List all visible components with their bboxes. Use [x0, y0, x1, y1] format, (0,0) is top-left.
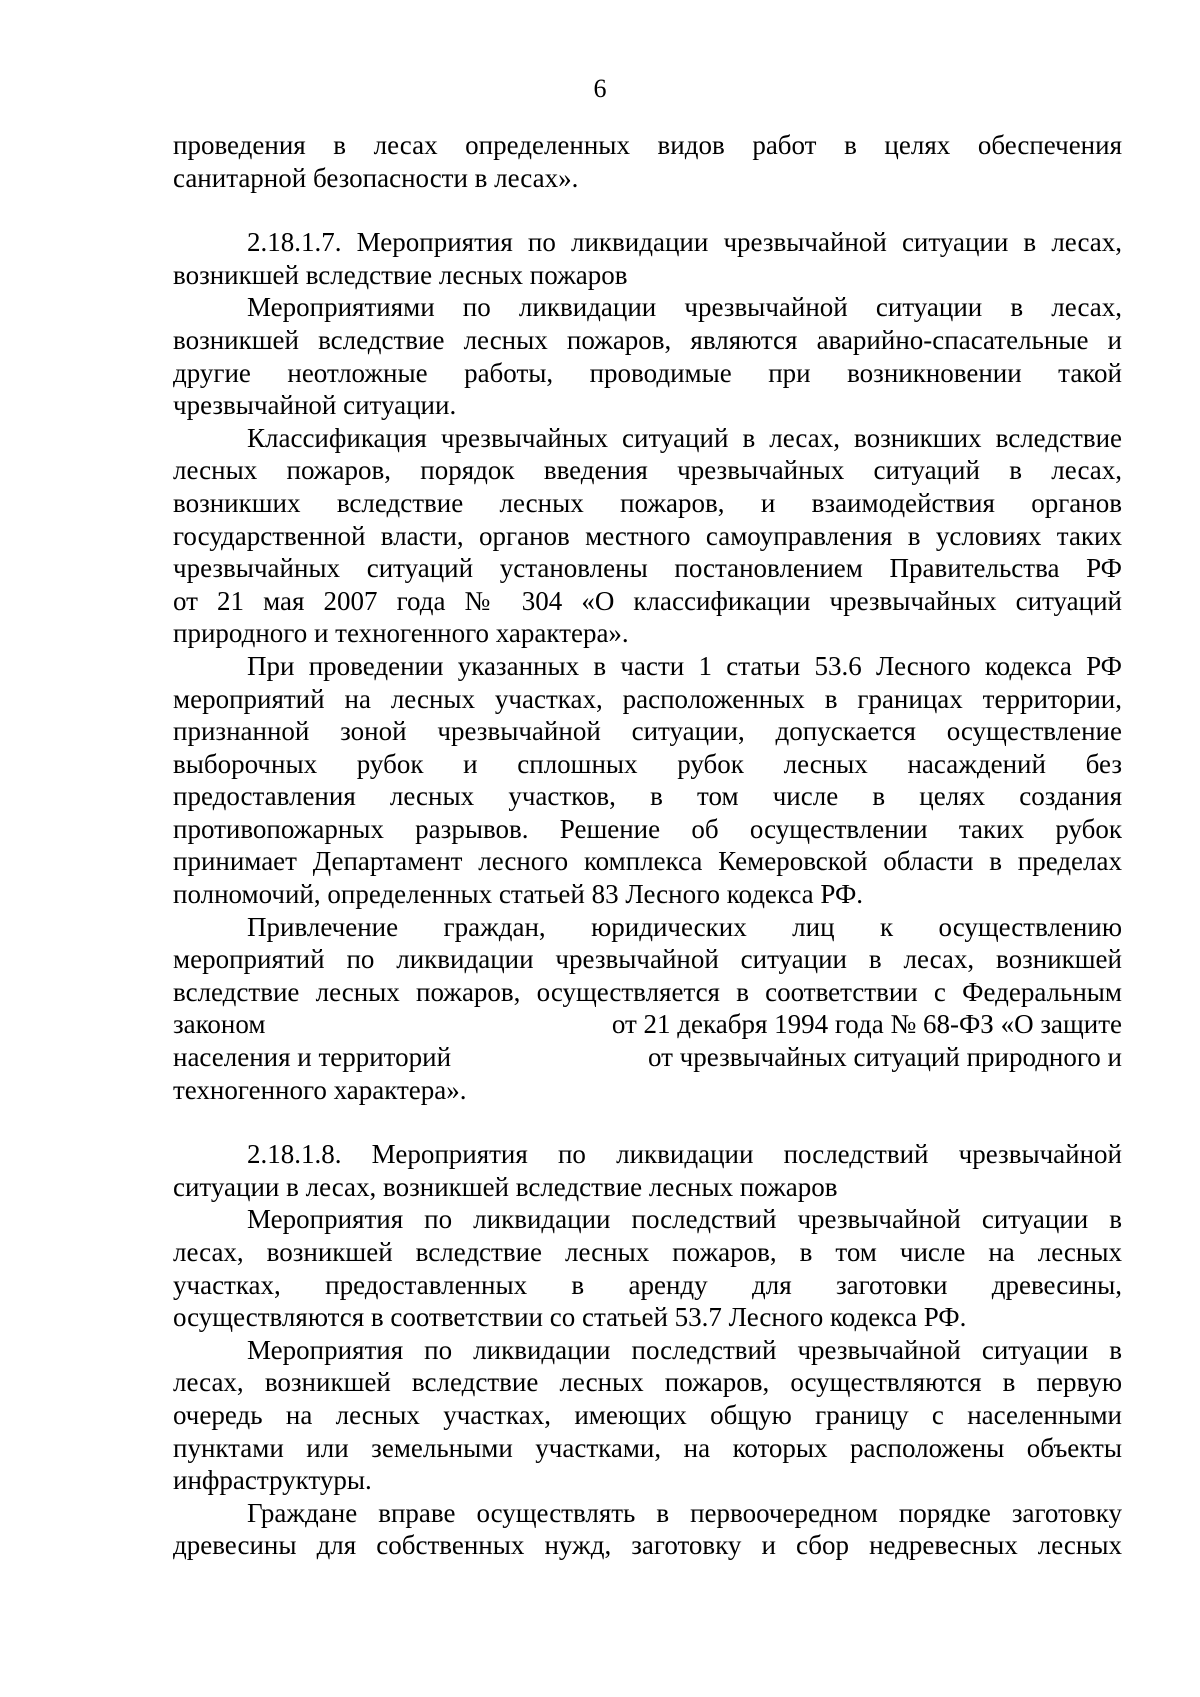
text-line: вследствие лесных пожаров, осуществляется в соответствии с Федеральным	[173, 976, 1122, 1007]
text-line: инфраструктуры.	[173, 1465, 372, 1496]
text-line: лесах, возникшей вследствие лесных пожаров, в том числе на лесных	[173, 1237, 1122, 1267]
paragraph-aftermath-measures	[173, 1203, 1122, 1333]
text-line: участках, предоставленных в аренду для заготовки древесины,	[173, 1269, 1122, 1300]
text-line: другие неотложные работы, проводимые при возникновении такой	[173, 357, 1122, 388]
text-line: древесины для собственных нужд, заготовку и сбор недревесных лесных	[173, 1530, 1122, 1561]
heading-line: возникшей вследствие лесных пожаров	[173, 259, 628, 290]
text-line: чрезвычайной ситуации.	[173, 390, 457, 421]
text-line: пунктами или земельными участками, на которых расположены объекты	[173, 1432, 1122, 1463]
text-fragment: от чрезвычайных ситуаций природного и	[647, 1042, 1122, 1073]
document-body	[173, 129, 1122, 1562]
text-line: Классификация чрезвычайных ситуаций в лесах, возникших вследствие	[247, 422, 1122, 453]
text-line: государственной власти, органов местного самоуправления в условиях таких	[173, 520, 1122, 551]
text-line: санитарной безопасности в лесах».	[173, 162, 579, 193]
text-fragment: от 21 декабря 1994 года № 68-ФЗ «О защите	[611, 1009, 1122, 1040]
paragraph-emergency-measures	[173, 291, 1122, 421]
paragraph-priority-areas	[173, 1334, 1122, 1497]
paragraph-citizen-rights	[173, 1497, 1122, 1562]
text-line: возникших вследствие лесных пожаров, и взаимодействия органов	[173, 487, 1122, 518]
paragraph-continuation	[173, 129, 1122, 194]
text-line: При проведении указанных в части 1 статьи 53.6 Лесного кодекса РФ	[247, 650, 1122, 681]
heading-line: ситуации в лесах, возникшей вследствие лесных пожаров	[173, 1171, 838, 1202]
text-line: техногенного характера».	[173, 1074, 467, 1105]
paragraph-logging-permission	[173, 650, 1122, 911]
text-fragment: законом	[173, 1009, 266, 1040]
paragraph-citizen-involvement	[173, 911, 1122, 1107]
text-line: от 21 мая 2007 года № 304 «О классификации чрезвычайных ситуаций	[173, 585, 1122, 616]
text-line: проведения в лесах определенных видов работ в целях обеспечения	[173, 130, 1122, 160]
text-line: очередь на лесных участках, имеющих общую границу с населенными	[173, 1399, 1122, 1430]
text-line: предоставления лесных участков, в том числе в целях создания	[173, 781, 1122, 812]
text-line: Мероприятия по ликвидации последствий чрезвычайной ситуации в	[247, 1334, 1122, 1365]
text-line: лесах, возникшей вследствие лесных пожаров, осуществляются в первую	[173, 1367, 1122, 1398]
paragraph-classification	[173, 422, 1122, 650]
text-line: осуществляются в соответствии со статьей 53.7 Лесного кодекса РФ.	[173, 1302, 967, 1333]
text-line-split	[173, 1041, 1122, 1074]
text-line: противопожарных разрывов. Решение об осуществлении таких рубок	[173, 813, 1122, 844]
text-line: Граждане вправе осуществлять в первоочередном порядке заготовку	[247, 1497, 1122, 1528]
text-line: Мероприятия по ликвидации последствий чрезвычайной ситуации в	[247, 1204, 1122, 1235]
text-line: лесных пожаров, порядок введения чрезвычайных ситуаций в лесах,	[173, 455, 1122, 486]
text-line: Мероприятиями по ликвидации чрезвычайной ситуации в лесах,	[247, 292, 1122, 323]
page-number: 6	[593, 74, 607, 103]
text-line: чрезвычайных ситуаций установлены постановлением Правительства РФ	[173, 553, 1122, 584]
text-line: полномочий, определенных статьей 83 Лесного кодекса РФ.	[173, 879, 864, 910]
text-line: признанной зоной чрезвычайной ситуации, допускается осуществление	[173, 716, 1122, 747]
section-heading-2-18-1-8	[173, 1138, 1122, 1203]
text-line-split	[173, 1008, 1122, 1041]
text-line: Привлечение граждан, юридических лиц к осуществлению	[247, 911, 1122, 942]
text-line: выборочных рубок и сплошных рубок лесных насаждений без	[173, 748, 1122, 779]
text-line: мероприятий на лесных участках, расположенных в границах территории,	[173, 683, 1122, 714]
section-heading-2-18-1-7	[173, 226, 1122, 291]
text-line: мероприятий по ликвидации чрезвычайной ситуации в лесах, возникшей	[173, 944, 1122, 975]
text-line: возникшей вследствие лесных пожаров, являются аварийно-спасательные и	[173, 324, 1122, 355]
text-fragment: населения и территорий	[173, 1042, 452, 1073]
heading-line: 2.18.1.8. Мероприятия по ликвидации последствий чрезвычайной	[247, 1139, 1122, 1170]
text-line: принимает Департамент лесного комплекса Кемеровской области в пределах	[173, 846, 1122, 877]
text-line: природного и техногенного характера».	[173, 618, 629, 649]
heading-line: 2.18.1.7. Мероприятия по ликвидации чрезвычайной ситуации в лесах,	[247, 227, 1122, 258]
